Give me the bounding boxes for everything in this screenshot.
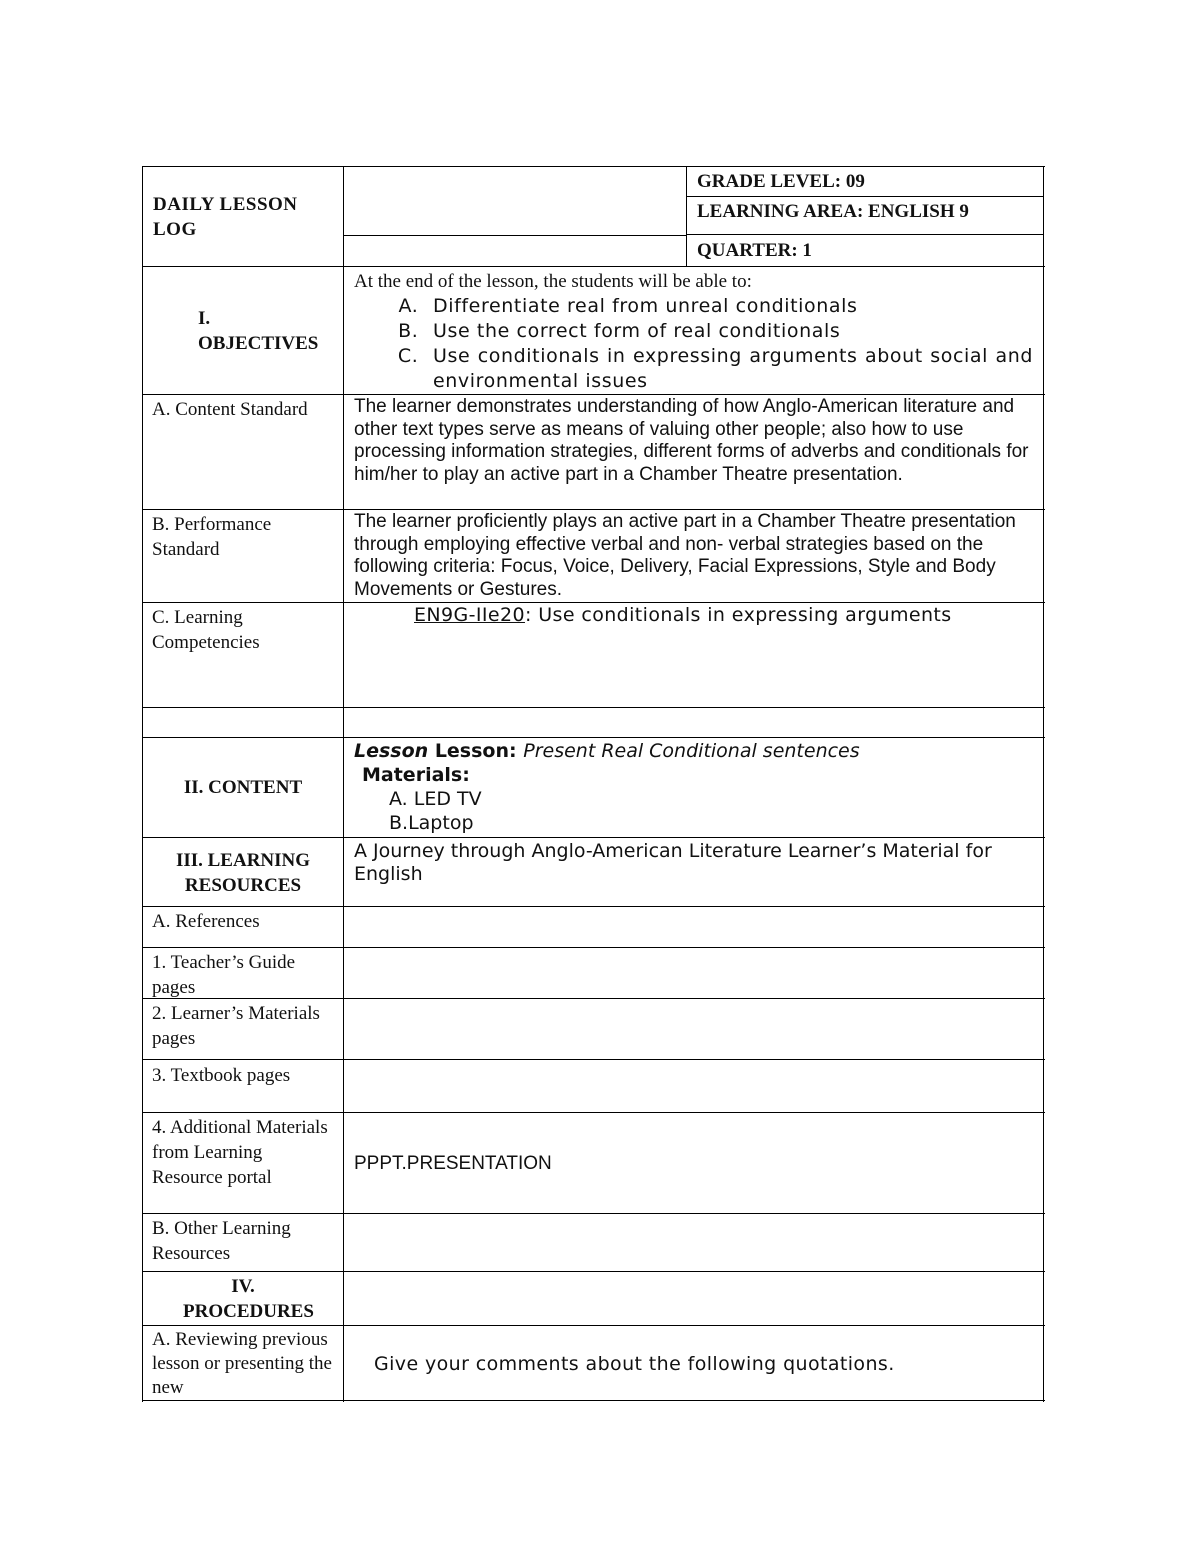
learning-resources-row [143,838,1045,907]
references-row [143,907,1045,948]
additional-materials-row [143,1113,1045,1214]
quarter: QUARTER: 1 [697,240,812,261]
performance-standard-row [143,510,1045,603]
competencies-row [143,603,1045,708]
objective-item: A. Differentiate real from unreal conditionals [425,294,1033,319]
objectives-list [354,294,1033,394]
content-label: II. CONTENT [143,738,344,837]
objective-item: C. Use conditionals in expressing arguments about social and environmental issues [425,344,1033,394]
content-cell [344,738,1044,837]
header-info-column [687,167,1044,266]
competencies-cell [344,603,1044,707]
reviewing-text: Give your comments about the following quotations. [344,1326,1044,1402]
competencies-label: C. Learning Competencies [143,603,344,707]
objectives-label: I. OBJECTIVES [143,267,344,394]
learners-materials-label: 2. Learner’s Materials pages [143,999,344,1059]
procedures-label: IV. PROCEDURES [143,1272,344,1325]
reviewing-row [143,1326,1045,1402]
additional-materials-text: PPPT.PRESENTATION [344,1113,1044,1213]
lesson-title: Present Real Conditional sentences [523,740,860,762]
lesson-prefix-italic: Lesson [354,740,429,762]
content-standard-label: A. Content Standard [143,395,344,509]
procedures-row [143,1272,1045,1326]
learners-materials-row [143,999,1045,1060]
header-blank-bottom [344,236,686,266]
header-blank-top [344,167,686,236]
objectives-row [143,267,1045,395]
textbook-value [344,1060,1044,1112]
header-blank-column [344,167,687,266]
other-resources-label: B. Other Learning Resources [143,1214,344,1271]
material-item: B.Laptop [389,812,474,834]
lesson-log-table [142,166,1045,1402]
material-item: A. LED TV [389,788,482,810]
learners-materials-value [344,999,1044,1059]
additional-materials-label: 4. Additional Materials from Learning Resource portal [143,1113,344,1213]
performance-standard-label: B. Performance Standard [143,510,344,602]
objectives-intro: At the end of the lesson, the students will be able to: [354,271,752,292]
header-row [143,167,1045,267]
references-label: A. References [143,907,344,947]
lesson-line [354,739,1033,763]
learning-resources-text: A Journey through Anglo-American Literature Learner’s Material for English [344,838,1044,906]
content-standard-row [143,395,1045,510]
materials-label: Materials: [362,764,470,786]
teachers-guide-value [344,948,1044,998]
performance-standard-text: The learner proficiently plays an active part in a Chamber Theatre presentation through employing effective verbal and non- verbal strategies based on the following criteria: Focus, Voice, Delivery, Facial Expressions, Style and Body Movements or Gestures. [344,510,1044,602]
competency-code: EN9G-IIe20 [414,604,525,626]
spacer-cell-right [344,708,1044,737]
reviewing-label: A. Reviewing previous lesson or presenting the new [143,1326,344,1402]
procedures-value [344,1272,1044,1325]
learning-resources-label: III. LEARNING RESOURCES [143,838,344,906]
textbook-row [143,1060,1045,1113]
textbook-label: 3. Textbook pages [143,1060,344,1112]
objective-item: B. Use the correct form of real conditionals [425,319,1033,344]
table-cut-line [142,1400,1045,1401]
competency-text: : Use conditionals in expressing arguments [524,604,952,626]
teachers-guide-label: 1. Teacher’s Guide pages [143,948,344,998]
references-value [344,907,1044,947]
objectives-cell [344,267,1044,394]
lesson-log-title: DAILY LESSON LOG [143,167,344,266]
grade-level: GRADE LEVEL: 09 [687,167,1043,197]
teachers-guide-row [143,948,1045,999]
learning-area: LEARNING AREA: ENGLISH 9 [687,197,1043,235]
spacer-cell-left [143,708,344,737]
lesson-prefix: Lesson: [428,740,524,762]
content-standard-text: The learner demonstrates understanding of how Anglo-American literature and other text types serve as means of valuing other people; also how to use processing information strategies, different forms of adverbs and conditionals for him/her to play an active part in a Chamber Theatre presentation. [344,395,1044,509]
spacer-row [143,708,1045,738]
other-resources-row [143,1214,1045,1272]
other-resources-value [344,1214,1044,1271]
content-row [143,738,1045,838]
